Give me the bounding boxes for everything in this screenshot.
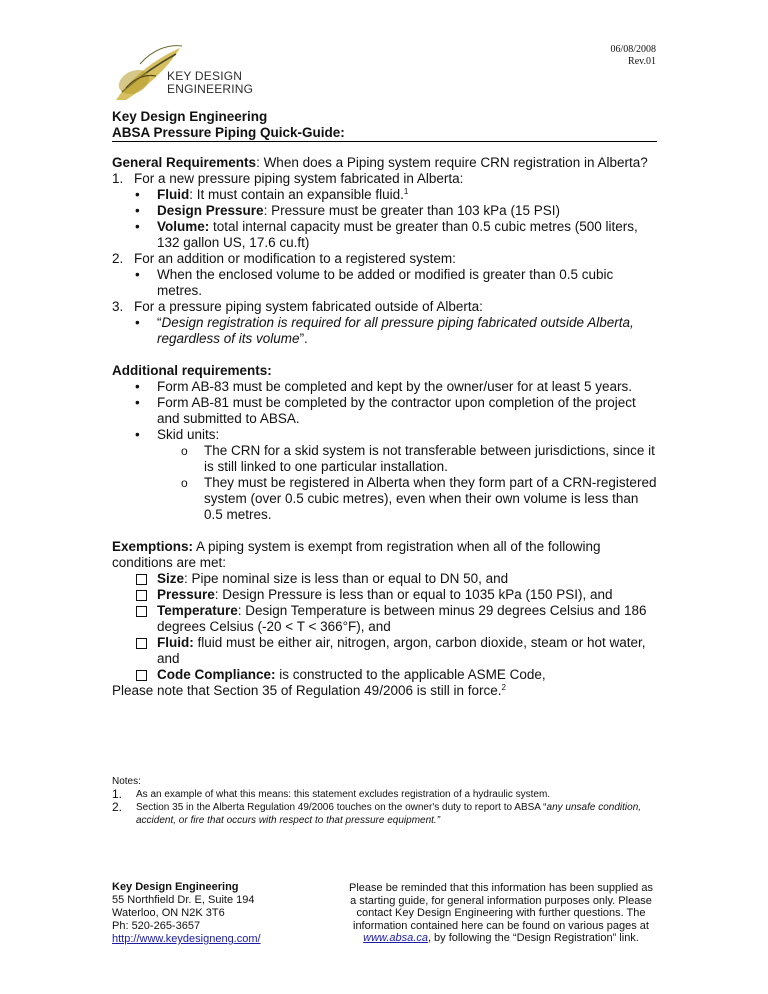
bullet-text: Skid units: — [157, 427, 220, 442]
exemptions-intro-text: A piping system is exempt from registration when all of the following conditions are met: — [112, 539, 601, 570]
exemption-temperature — [112, 603, 660, 635]
bullet-icon: • — [135, 187, 140, 202]
note-text: Section 35 in the Alberta Regulation 49/2006 touches on the owner's duty to report to ABSA “ — [136, 802, 547, 813]
sub-bullet-crn-transfer — [112, 443, 660, 475]
bullet-icon: • — [135, 379, 140, 394]
additional-heading — [112, 363, 660, 379]
absa-link[interactable]: www.absa.ca — [363, 932, 428, 944]
requirement-text: For an addition or modification to a registered system: — [134, 251, 456, 266]
footer-contact — [112, 881, 261, 946]
general-question: : When does a Piping system require CRN registration in Alberta? — [256, 155, 648, 170]
exemption-size — [112, 571, 660, 587]
bullet-ab83 — [112, 379, 660, 395]
header-rule — [112, 141, 657, 142]
logo-line2: ENGINEERING — [167, 82, 254, 96]
footer-disclaimer — [348, 882, 654, 945]
checkbox-icon — [136, 606, 147, 617]
bullet-enclosed-volume — [112, 267, 660, 299]
note-quote: any unsafe condition, accident, or fire that occurs with respect to that pressure equipment.” — [136, 802, 642, 826]
bullet-text: : Pressure must be greater than 103 kPa (15 PSI) — [263, 203, 560, 218]
bullet-text: total internal capacity must be greater than 0.5 cubic metres (500 liters, 132 gallon US, 17.6 cu.ft) — [157, 219, 638, 250]
exemption-fluid — [112, 635, 660, 667]
quote-mark: ”. — [299, 331, 308, 346]
logo-line1: KEY DESIGN — [167, 69, 243, 83]
sub-bullet-text: They must be registered in Alberta when they form part of a CRN-registered system (over 0.5 cubic metres), even when their own volume is less than 0.5 metres. — [204, 475, 657, 522]
notes-section — [112, 775, 642, 827]
footer-company: Key Design Engineering — [112, 881, 239, 893]
footer-address-line2: Waterloo, ON N2K 3T6 — [112, 907, 225, 919]
requirement-text: For a new pressure piping system fabricated in Alberta: — [134, 171, 464, 186]
disclaimer-text: Please be reminded that this information has been supplied as a starting guide, for general information purposes only. Please contact Key Design Engineering with further questions. The information contained here can be found on various pages at — [349, 882, 653, 932]
additional-heading-text: Additional requirements: — [112, 363, 272, 378]
checkbox-icon — [136, 574, 147, 585]
bullet-icon: • — [135, 427, 140, 442]
bullet-label: Volume: — [157, 219, 210, 234]
bullet-text: When the enclosed volume to be added or modified is greater than 0.5 cubic metres. — [157, 267, 614, 298]
quote-mark: “ — [157, 315, 162, 330]
exemption-pressure — [112, 587, 660, 603]
general-requirements-intro — [112, 155, 660, 171]
spacer — [112, 347, 660, 363]
note-number: 2. — [112, 800, 123, 814]
sub-bullet-text: The CRN for a skid system is not transferable between jurisdictions, since it is still linked to one particular installation. — [204, 443, 655, 474]
bullet-icon: • — [135, 267, 140, 282]
checkbox-icon — [136, 670, 147, 681]
guide-title: ABSA Pressure Piping Quick-Guide: — [112, 125, 345, 140]
general-heading: General Requirements — [112, 155, 257, 170]
bullet-label: Design Pressure — [157, 203, 264, 218]
note-1 — [112, 788, 642, 801]
exemptions-intro — [112, 539, 660, 571]
bullet-label: Fluid — [157, 187, 190, 202]
bullet-text: : It must contain an expansible fluid. — [189, 187, 404, 202]
exemption-label: Size — [157, 571, 185, 586]
exemption-text: : Design Pressure is less than or equal to 1035 kPa (150 PSI), and — [214, 587, 613, 602]
checkbox-icon — [136, 590, 147, 601]
quote-text: Design registration is required for all pressure piping fabricated outside Alberta, regardless of its volume — [157, 315, 634, 346]
exemption-label: Temperature — [157, 603, 238, 618]
bullet-skid-units — [112, 427, 660, 443]
requirement-text: For a pressure piping system fabricated outside of Alberta: — [134, 299, 483, 314]
sub-bullet-icon: o — [181, 476, 188, 490]
company-title: Key Design Engineering — [112, 109, 268, 124]
checkbox-icon — [136, 638, 147, 649]
footnote-ref: 2 — [501, 683, 506, 692]
bullet-fluid — [112, 187, 660, 203]
footer-address-line1: 55 Northfield Dr. E, Suite 194 — [112, 894, 255, 906]
bullet-icon: • — [135, 395, 140, 410]
exemption-code-compliance — [112, 667, 660, 683]
logo-wordmark — [167, 70, 253, 96]
section-35-text: Please note that Section 35 of Regulation 49/2006 is still in force. — [112, 683, 502, 698]
bullet-design-pressure — [112, 203, 660, 219]
exemption-label: Code Compliance: — [157, 667, 276, 682]
exemption-text: : Design Temperature is between minus 29 degrees Celsius and 186 degrees Celsius (-20 < T < 366°F), and — [157, 603, 647, 634]
website-link[interactable]: http://www.keydesigneng.com/ — [112, 933, 261, 945]
footer-phone: Ph: 520-265-3657 — [112, 920, 201, 932]
document-revision: Rev.01 — [628, 56, 656, 67]
document-date: 06/08/2008 — [610, 44, 656, 55]
note-2 — [112, 801, 642, 827]
bullet-volume — [112, 219, 660, 251]
date-revision — [610, 44, 656, 68]
requirement-number: 2. — [112, 251, 124, 266]
footnote-ref: 1 — [403, 187, 409, 196]
requirement-2 — [112, 251, 660, 267]
bullet-icon: • — [135, 315, 140, 330]
requirement-number: 1. — [112, 171, 124, 186]
requirement-1 — [112, 171, 660, 187]
sub-bullet-icon: o — [181, 444, 188, 458]
requirement-number: 3. — [112, 299, 124, 314]
note-text: As an example of what this means: this statement excludes registration of a hydraulic system. — [136, 789, 551, 800]
bullet-text: Form AB-81 must be completed by the contractor upon completion of the project and submitted to ABSA. — [157, 395, 636, 426]
exemption-text: is constructed to the applicable ASME Code, — [275, 667, 546, 682]
note-number: 1. — [112, 787, 123, 801]
exemption-text: fluid must be either air, nitrogen, argon, carbon dioxide, steam or hot water, and — [157, 635, 646, 666]
bullet-text: Form AB-83 must be completed and kept by the owner/user for at least 5 years. — [157, 379, 632, 394]
notes-heading: Notes: — [112, 776, 141, 787]
spacer — [112, 523, 660, 539]
bullet-icon: • — [135, 203, 140, 218]
sub-bullet-registration — [112, 475, 660, 523]
exemptions-heading: Exemptions: — [112, 539, 194, 554]
exemption-text: : Pipe nominal size is less than or equal to DN 50, and — [184, 571, 509, 586]
disclaimer-text-end: , by following the “Design Registration” link. — [427, 932, 639, 944]
bullet-outside-alberta — [112, 315, 660, 347]
main-content — [112, 155, 660, 699]
section-35-note — [112, 683, 660, 699]
requirement-3 — [112, 299, 660, 315]
bullet-ab81 — [112, 395, 660, 427]
exemption-label: Pressure — [157, 587, 215, 602]
bullet-icon: • — [135, 219, 140, 234]
exemption-label: Fluid: — [157, 635, 194, 650]
